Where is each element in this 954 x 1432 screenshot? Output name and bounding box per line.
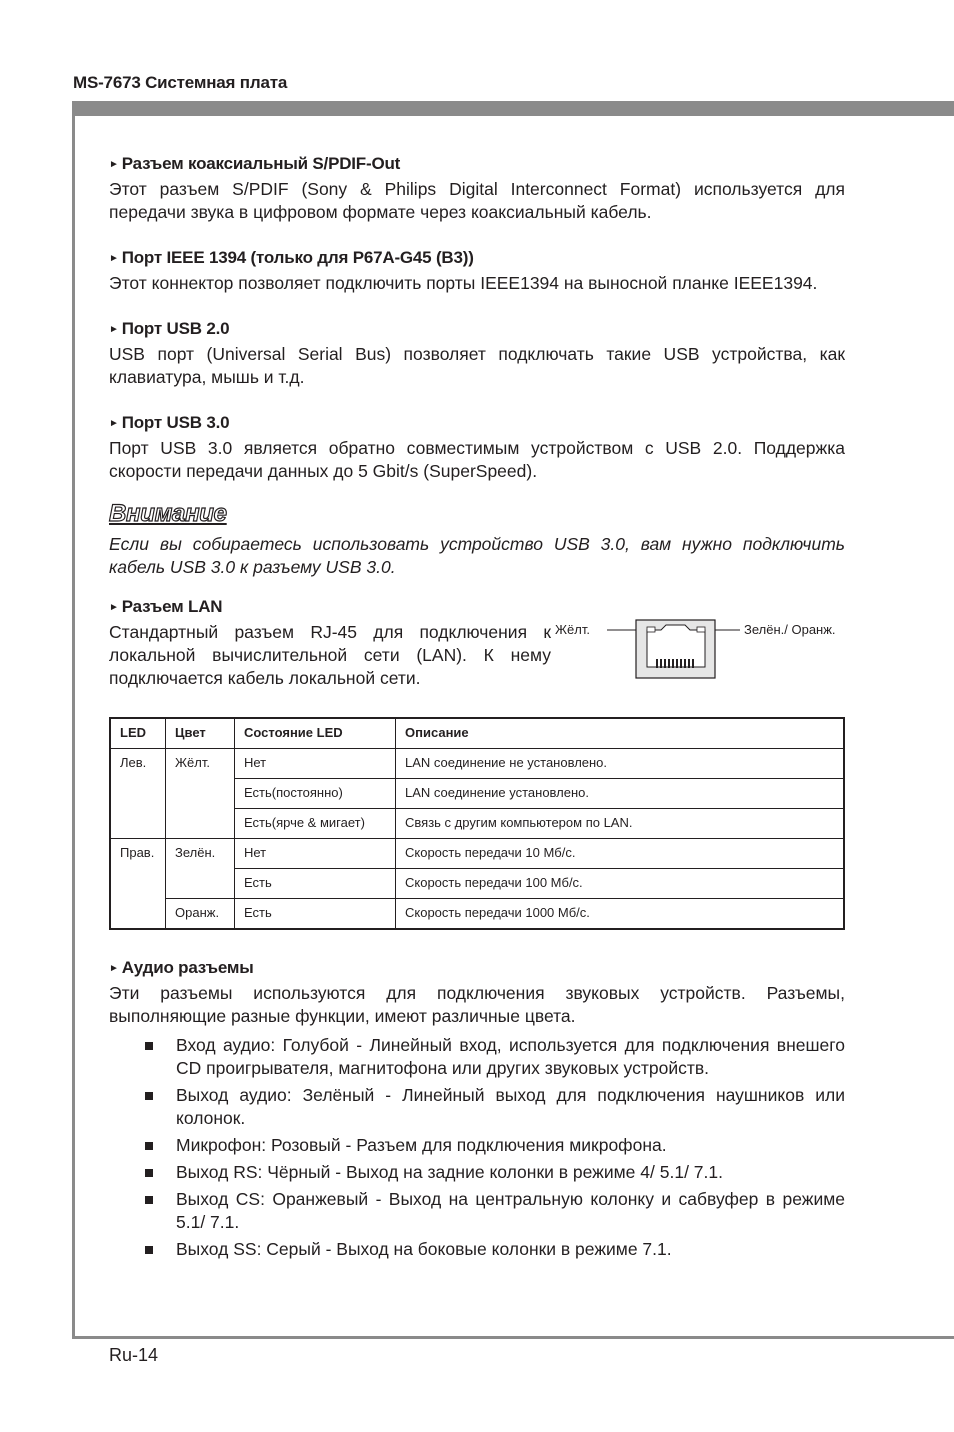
section-audio	[109, 956, 845, 1261]
list-item: Выход RS: Чёрный - Выход на задние колонки в режиме 4/ 5.1/ 7.1.	[109, 1161, 845, 1184]
list-item: Выход SS: Серый - Выход на боковые колонки в режиме 7.1.	[109, 1238, 845, 1261]
table-row	[110, 749, 844, 779]
desc-cell: LAN соединение не установлено.	[396, 749, 845, 779]
rj45-figure	[555, 619, 855, 683]
triangle-bullet-icon: ►	[109, 253, 119, 264]
desc-cell: Скорость передачи 10 Мб/с.	[396, 839, 845, 869]
color-cell: Оранж.	[166, 899, 235, 930]
led-cell: Прав.	[110, 839, 166, 930]
section-title: Разъем LAN	[121, 597, 223, 616]
section-text: Этот коннектор позволяет подключить порты IEEE1394 на выносной планке IEEE1394.	[109, 273, 818, 293]
section-lan	[109, 595, 845, 689]
list-item: Выход аудио: Зелёный - Линейный выход для подключения наушников или колонок.	[109, 1084, 845, 1130]
square-bullet-icon	[145, 1092, 153, 1100]
state-cell: Есть	[235, 899, 396, 930]
section-text: Эти разъемы используются для подключения звуковых устройств. Разъемы, выполняющие разные функции, имеют различные цвета.	[109, 983, 845, 1026]
bottom-rule	[72, 1336, 954, 1339]
note-text: Если вы собираетесь использовать устройство USB 3.0, вам нужно подключить кабель USB 3.0 к разъему USB 3.0.	[109, 534, 845, 577]
state-cell: Нет	[235, 749, 396, 779]
note-block	[109, 499, 845, 579]
triangle-bullet-icon: ►	[109, 602, 119, 613]
table-header-cell: LED	[110, 718, 166, 749]
square-bullet-icon	[145, 1042, 153, 1050]
list-item: Вход аудио: Голубой - Линейный вход, используется для подключения внешего CD проигрывателя, магнитофона или других звуковых устройств.	[109, 1034, 845, 1080]
page-number: Ru-14	[109, 1345, 159, 1365]
header-bar	[73, 101, 954, 116]
rj45-port-icon	[555, 619, 855, 683]
square-bullet-icon	[145, 1196, 153, 1204]
table-row	[110, 839, 844, 869]
list-item: Микрофон: Розовый - Разъем для подключения микрофона.	[109, 1134, 845, 1157]
section-usb2	[109, 317, 845, 389]
section-spdif	[109, 152, 845, 224]
triangle-bullet-icon: ►	[109, 324, 119, 335]
square-bullet-icon	[145, 1246, 153, 1254]
section-title: Порт USB 3.0	[121, 413, 230, 432]
left-rule	[72, 101, 75, 1339]
triangle-bullet-icon: ►	[109, 159, 119, 170]
table-header-cell: Цвет	[166, 718, 235, 749]
state-cell: Нет	[235, 839, 396, 869]
section-usb3	[109, 411, 845, 483]
state-cell: Есть(постоянно)	[235, 779, 396, 809]
table-header-cell: Описание	[396, 718, 845, 749]
lan-left-led-label: Жёлт.	[555, 622, 590, 637]
note-title: Внимание	[109, 500, 227, 527]
section-title: Порт USB 2.0	[121, 319, 230, 338]
desc-cell: Скорость передачи 100 Мб/с.	[396, 869, 845, 899]
lan-right-led-label: Зелён./ Оранж.	[744, 622, 836, 637]
section-title: Порт IEEE 1394 (только для P67A-G45 (B3))	[121, 248, 474, 267]
section-text: Порт USB 3.0 является обратно совместимым устройством с USB 2.0. Поддержка скорости передачи данных до 5 Gbit/s (SuperSpeed).	[109, 438, 845, 481]
led-cell: Лев.	[110, 749, 166, 839]
page-header-title: MS-7673 Системная плата	[73, 73, 288, 92]
triangle-bullet-icon: ►	[109, 963, 119, 974]
desc-cell: LAN соединение установлено.	[396, 779, 845, 809]
led-table	[109, 717, 845, 930]
table-header-cell: Состояние LED	[235, 718, 396, 749]
list-item: Выход CS: Оранжевый - Выход на центральную колонку и сабвуфер в режиме 5.1/ 7.1.	[109, 1188, 845, 1234]
section-title: Разъем коаксиальный S/PDIF-Out	[121, 154, 401, 173]
section-ieee1394	[109, 246, 845, 295]
color-cell: Жёлт.	[166, 749, 235, 839]
table-header-row	[110, 718, 844, 749]
desc-cell: Скорость передачи 1000 Мб/с.	[396, 899, 845, 930]
section-title: Аудио разъемы	[121, 958, 254, 977]
color-cell: Зелён.	[166, 839, 235, 899]
desc-cell: Связь с другим компьютером по LAN.	[396, 809, 845, 839]
lan-text: Стандартный разъем RJ-45 для подключения к локальной вычислительной сети (LAN). К нему подключается кабель локальной сети.	[109, 622, 551, 688]
table-row	[110, 899, 844, 930]
audio-list	[109, 1034, 845, 1261]
state-cell: Есть	[235, 869, 396, 899]
state-cell: Есть(ярче & мигает)	[235, 809, 396, 839]
triangle-bullet-icon: ►	[109, 418, 119, 429]
section-text: Этот разъем S/PDIF (Sony & Philips Digital Interconnect Format) используется для передачи звука в цифровом формате через коаксиальный кабель.	[109, 179, 845, 222]
page-content	[109, 152, 845, 1265]
square-bullet-icon	[145, 1169, 153, 1177]
square-bullet-icon	[145, 1142, 153, 1150]
section-text: USB порт (Universal Serial Bus) позволяет подключать такие USB устройства, как клавиатура, мышь и т.д.	[109, 344, 845, 387]
